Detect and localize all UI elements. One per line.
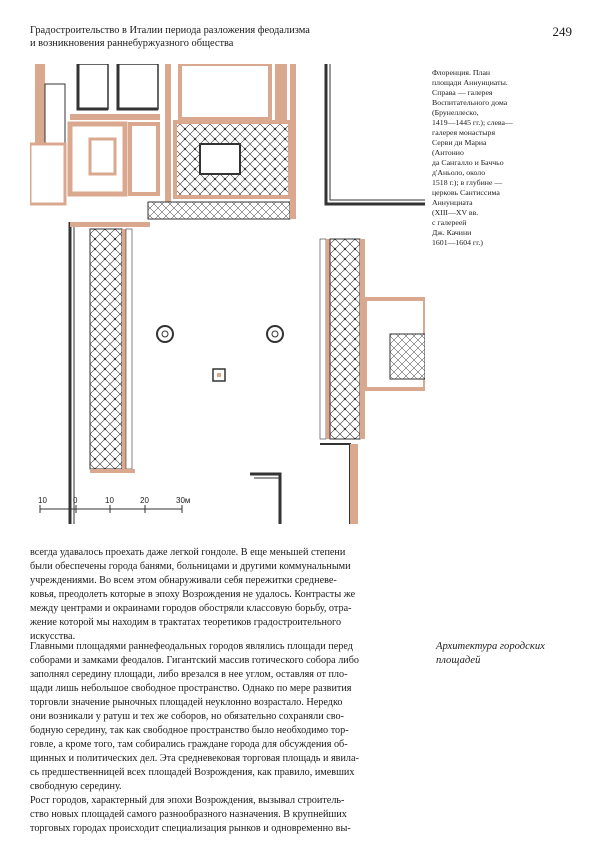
fountain-left-icon [157,326,173,342]
figure-caption: Флоренция. План площади Аннунциаты. Справа — галерея Воспитательного дома (Брунеллеско, 1419—1445 гг.); слева— галерея монастыря Серви ди Мариа (Антонио да Сангалло и Баччьо д'Аньоло, около 1518 г.); в глубине — церковь Сантиссима Аннунциата (XIII—XV вв. с галереей Дж. Качини 1601—1604 гг.) [432,68,513,247]
scale-bar [38,496,190,513]
body-paragraph-2: Главными площадями раннефеодальных городов являлись площади перед соборами и замками феодалов. Гигантский массив готического собора либо заполнял середину площади, либо врезался в нее углом, оставляя от пло- щади лишь небольшое свободное пространство. Однако по мере развития торговли значение рыночных площадей неуклонно возрастало. Нередко они возникали у ратуш и тех же соборов, но обязательно сохраняли сво- бодную середину, так как свободное пространство было необходимо тор- говле, а кроме того, там собирались граждане города для обсуждения об- щинных и политических дел. Эта средневековая торговая площадь и явила- сь предшественницей всех площадей Возрождения, как правило, имевших свободную середину. Рост городов, характерный для эпохи Возрождения, вызывал строитель- ство новых площадей самого разнообразного назначения. В крупнейших торговых городах происходит специализация рынков и одновременно вы- [30,641,360,834]
header-line-2: и возникновения раннебуржуазного общества [30,38,234,49]
page-number: 249 [552,24,572,39]
monastery-block [30,64,171,219]
left-loggia [70,222,150,524]
scale-label: 10 [38,496,47,505]
running-header [30,24,450,50]
fountain-right-icon [267,326,283,342]
body-paragraph-1: всегда удавалось проехать даже легкой гондоле. В еще меньшей степени были обеспечены города банями, больницами и другими коммунальными учреждениями. Во всем этом обнаруживали себя пережитки средневе- ковья, преодолеть которые в эпоху Возрождения не удалось. Контрасты же между центрами и окраинами городов обостряли классовую борьбу, отра- жение которой мы находим в трактатах теоретиков градостроительного искусства. [30,547,356,642]
margin-note: Архитектура городских площадей [436,641,545,666]
bottom-building [250,474,280,524]
piazza-features [157,326,283,381]
piazza-plan-figure [30,64,425,524]
scale-label: 20 [140,496,149,505]
header-line-1: Градостроительство в Италии периода разложения феодализма [30,25,310,36]
scale-label: 10 [105,496,114,505]
scale-label: 30м [176,496,191,505]
scale-label: 0 [73,496,78,505]
right-loggia [320,239,425,524]
right-top-building [326,64,425,204]
